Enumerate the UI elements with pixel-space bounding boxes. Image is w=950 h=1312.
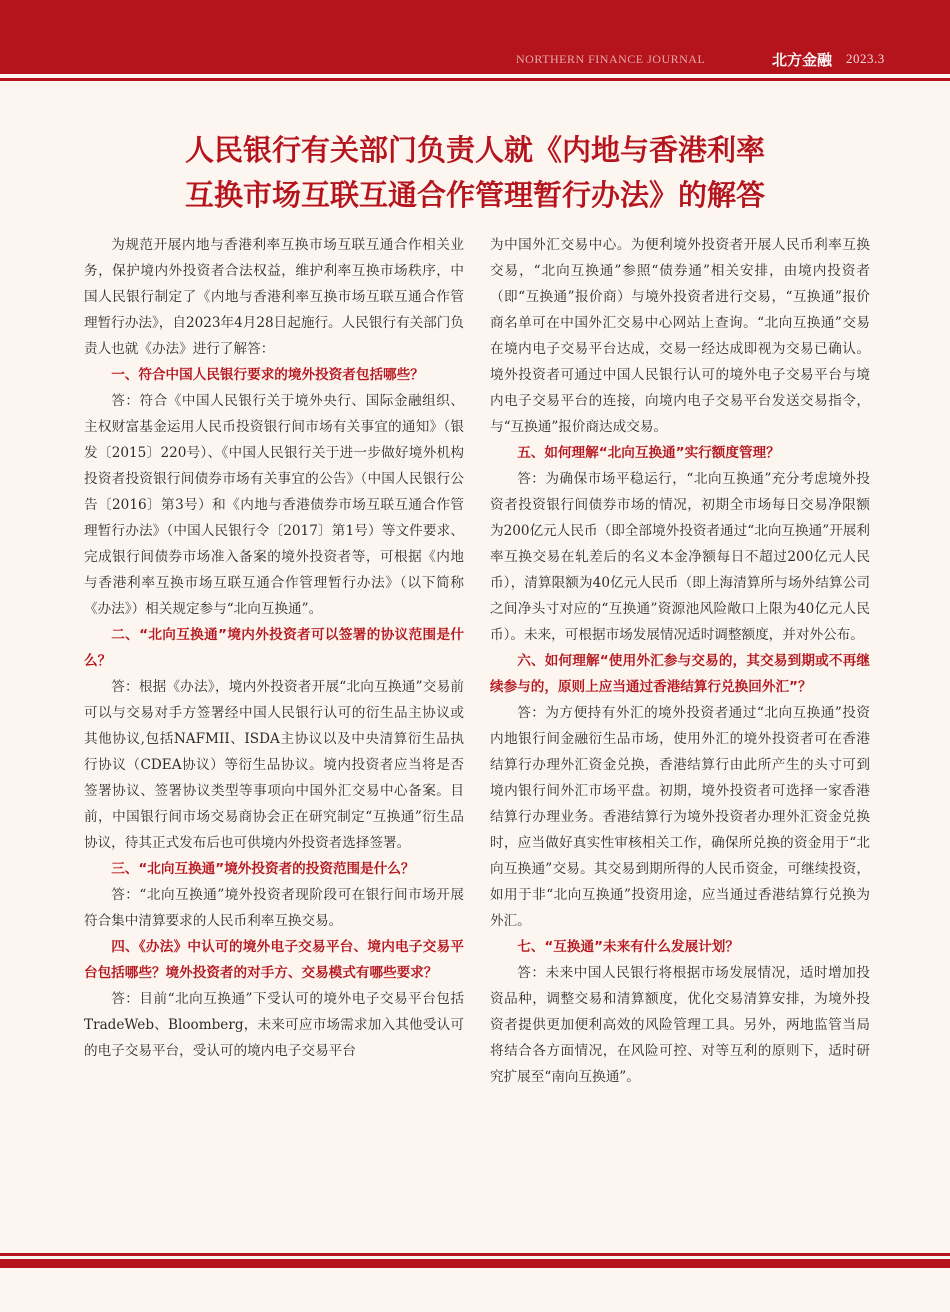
right-column <box>490 232 870 1090</box>
title-line-1: 人民银行有关部门负责人就《内地与香港利率 <box>184 133 765 167</box>
answer-3: 答：“北向互换通”境外投资者现阶段可在银行间市场开展符合集中清算要求的人民币利率互换交易。 <box>84 887 464 929</box>
question-7: 七、“互换通”未来有什么发展计划？ <box>517 939 739 955</box>
answer-5: 答：为确保市场平稳运行，“北向互换通”充分考虑境外投资者投资银行间债券市场的情况，初期全市场每日交易净限额为200亿元人民币（即全部境外投资者通过“北向互换通”开展利率互换交易在轧差后的名义本金净额每日不超过200亿元人民币），清算限额为40亿元人民币（即上海清算所与场外结算公司之间净头寸对应的“互换通”资源池风险敞口上限为40亿元人民币）。未来，可根据市场发展情况适时调整额度，并对外公布。 <box>490 471 870 643</box>
answer-2: 答：根据《办法》，境内外投资者开展“北向互换通”交易前可以与交易对手方签署经中国人民银行认可的衍生品主协议或其他协议,包括NAFMII、ISDA主协议以及中央清算衍生品执行协议（CDEA协议）等衍生品协议。境内投资者应当将是否签署协议、签署协议类型等事项向中国外汇交易中心备案。目前，中国银行间市场交易商协会正在研究制定“互换通”衍生品协议，待其正式发布后也可供境内外投资者选择签署。 <box>84 679 464 851</box>
left-column <box>84 232 464 1064</box>
question-5: 五、如何理解“北向互换通”实行额度管理？ <box>517 445 780 461</box>
answer-6: 答：为方便持有外汇的境外投资者通过“北向互换通”投资内地银行间金融衍生品市场，使用外汇的境外投资者可在香港结算行办理外汇资金兑换，香港结算行由此所产生的头寸可到境内银行间外汇市场平盘。初期，境外投资者可选择一家香港结算行办理业务。香港结算行为境外投资者办理外汇资金兑换时，应当做好真实性审核相关工作，确保所兑换的资金用于“北向互换通”交易。其交易到期所得的人民币资金，可继续投资，如用于非“北向互换通”投资用途，应当通过香港结算行兑换为外汇。 <box>490 705 870 929</box>
footer-band <box>0 1259 950 1268</box>
answer-7: 答：未来中国人民银行将根据市场发展情况，适时增加投资品种，调整交易和清算额度，优化交易清算安排，为境外投资者提供更加便利高效的风险管理工具。另外，两地监管当局将结合各方面情况，在风险可控、对等互利的原则下，适时研究扩展至“南向互换通”。 <box>490 965 870 1085</box>
issue-number: 2023.3 <box>846 51 885 66</box>
journal-name-cn: 北方金融 <box>772 51 833 69</box>
question-3: 三、“北向互换通”境外投资者的投资范围是什么？ <box>111 861 415 877</box>
header-rule <box>0 78 950 81</box>
journal-name-en: NORTHERN FINANCE JOURNAL <box>516 52 706 66</box>
title-line-2: 互换市场互联互通合作管理暂行办法》的解答 <box>184 178 765 212</box>
article-title <box>60 128 890 218</box>
footer-rule <box>0 1253 950 1256</box>
question-1: 一、符合中国人民银行要求的境外投资者包括哪些？ <box>111 367 424 383</box>
intro-paragraph: 为规范开展内地与香港利率互换市场互联互通合作相关业务，保护境内外投资者合法权益，维护利率互换市场秩序，中国人民银行制定了《内地与香港利率互换市场互联互通合作管理暂行办法》，自2023年4月28日起施行。人民银行有关部门负责人也就《办法》进行了解答： <box>84 237 464 357</box>
answer-1: 答：符合《中国人民银行关于境外央行、国际金融组织、主权财富基金运用人民币投资银行间市场有关事宜的通知》（银发〔2015〕220号）、《中国人民银行关于进一步做好境外机构投资者投资银行间债券市场有关事宜的公告》（中国人民银行公告〔2016〕第3号）和《内地与香港债券市场互联互通合作管理暂行办法》（中国人民银行令〔2017〕第1号）等文件要求、完成银行间债券市场准入备案的境外投资者等，可根据《内地与香港利率互换市场互联互通合作管理暂行办法》（以下简称《办法》）相关规定参与“北向互换通”。 <box>84 393 464 617</box>
question-6: 六、如何理解“使用外汇参与交易的，其交易到期或不再继续参与的，原则上应当通过香港结算行兑换回外汇”？ <box>490 653 870 695</box>
answer-4-part-1: 答：目前“北向互换通”下受认可的境外电子交易平台包括TradeWeb、Bloomberg，未来可应市场需求加入其他受认可的电子交易平台，受认可的境内电子交易平台 <box>84 991 464 1059</box>
question-2: 二、“北向互换通”境内外投资者可以签署的协议范围是什么？ <box>84 627 464 669</box>
answer-4-part-2: 为中国外汇交易中心。为便利境外投资者开展人民币利率互换交易，“北向互换通”参照“债券通”相关安排，由境内投资者（即“互换通”报价商）与境外投资者进行交易，“互换通”报价商名单可在中国外汇交易中心网站上查询。“北向互换通”交易在境内电子交易平台达成，交易一经达成即视为交易已确认。境外投资者可通过中国人民银行认可的境外电子交易平台与境内电子交易平台的连接，向境内电子交易平台发送交易指令，与“互换通”报价商达成交易。 <box>490 237 870 435</box>
question-4: 四、《办法》中认可的境外电子交易平台、境内电子交易平台包括哪些？境外投资者的对手方、交易模式有哪些要求？ <box>84 939 464 981</box>
